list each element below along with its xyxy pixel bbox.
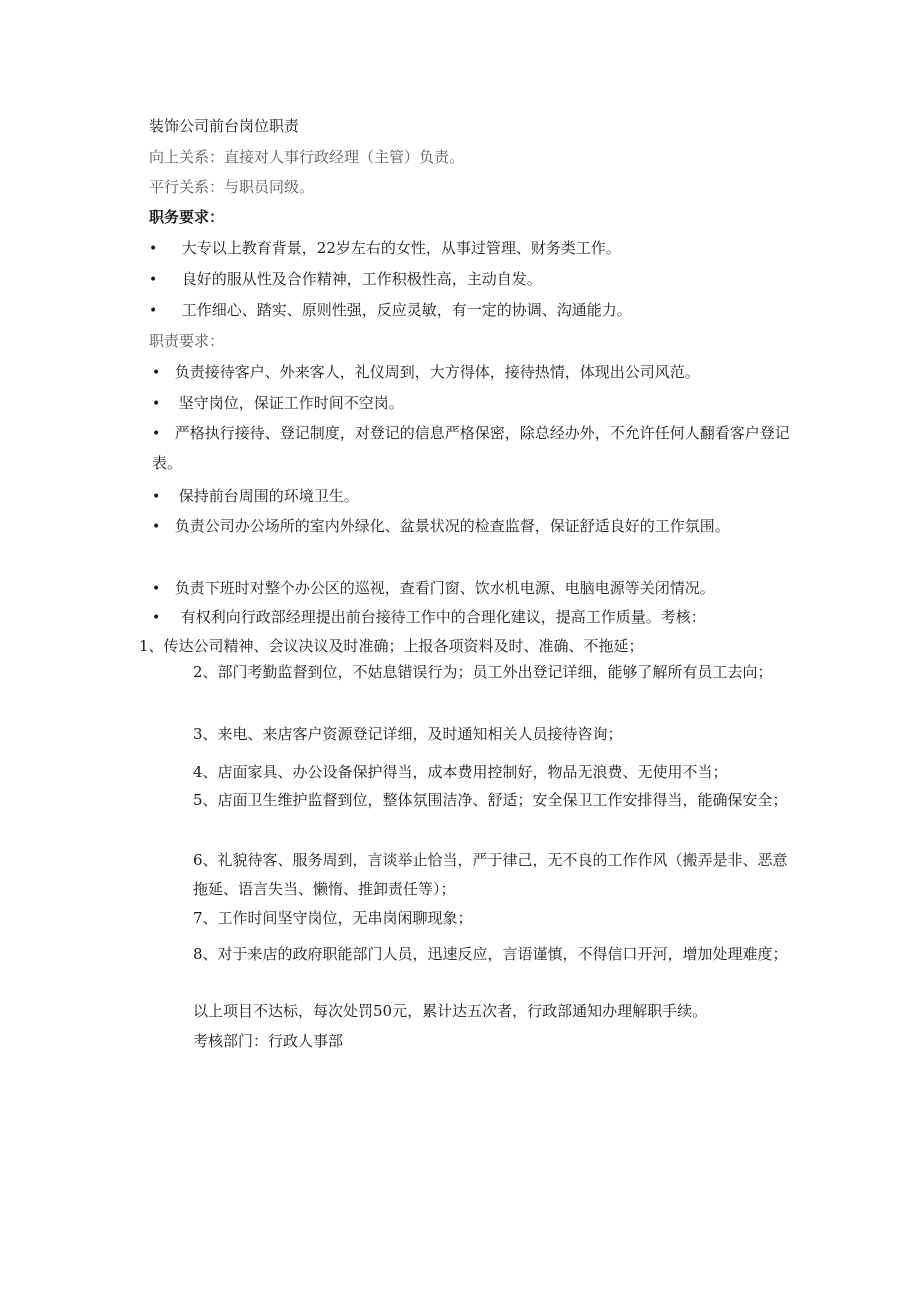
list-item bbox=[152, 607, 706, 628]
list-item bbox=[149, 300, 632, 321]
list-item-text: 严格执行接待、登记制度，对登记的信息严格保密，除总经办外，不允许任何人翻看客户登记表。 bbox=[152, 424, 790, 472]
assessment-item: 1、传达公司精神、会议决议及时准确；上报各项资料及时、准确、不拖延； bbox=[139, 637, 644, 655]
list-item-text: 负责公司办公场所的室内外绿化、盆景状况的检查监督，保证舒适良好的工作氛围。 bbox=[174, 517, 730, 535]
bullet-icon: • bbox=[149, 303, 158, 319]
list-item-text: 负责下班时对整个办公区的巡视，查看门窗、饮水机电源、电脑电源等关闭情况。 bbox=[174, 579, 715, 597]
bullet-icon: • bbox=[152, 610, 161, 626]
bullet-icon: • bbox=[152, 489, 161, 505]
bullet-icon: • bbox=[152, 365, 161, 381]
list-item-text: 保持前台周围的环境卫生。 bbox=[178, 487, 359, 505]
penalty-note: 以上项目不达标，每次处罚50元，累计达五次者，行政部通知办理解职手续。 bbox=[193, 1002, 708, 1020]
parallel-relation: 平行关系：与职员同级。 bbox=[149, 178, 315, 196]
list-item bbox=[149, 269, 542, 290]
assessment-item bbox=[193, 846, 793, 904]
list-item-text: 坚守岗位，保证工作时间不空岗。 bbox=[178, 394, 404, 412]
duty-requirements-heading: 职责要求： bbox=[149, 332, 225, 350]
assessment-item: 4、店面家具、办公设备保护得当，成本费用控制好，物品无浪费、无使用不当； bbox=[193, 763, 728, 781]
assessment-item-text: 6、礼貌待客、服务周到，言谈举止恰当，严于律己，无不良的工作作风（搬弄是非、恶意拖延、语言失当、懒惰、推卸责任等）； bbox=[193, 851, 788, 898]
bullet-icon: • bbox=[152, 581, 161, 597]
assessment-item-text: 5、店面卫生维护监督到位，整体氛围洁净、舒适；安全保卫工作安排得当，能确保安全； bbox=[193, 791, 788, 809]
list-item-text: 工作细心、踏实、原则性强，反应灵敏，有一定的协调、沟通能力。 bbox=[181, 301, 632, 319]
list-item bbox=[152, 362, 700, 383]
assessment-item bbox=[193, 658, 793, 687]
list-item bbox=[152, 486, 359, 507]
assessment-item: 3、来电、来店客户资源登记详细，及时通知相关人员接待咨询； bbox=[193, 725, 623, 743]
document-title: 装饰公司前台岗位职责 bbox=[149, 117, 300, 135]
bullet-icon: • bbox=[152, 396, 161, 412]
assessing-department: 考核部门：行政人事部 bbox=[193, 1032, 344, 1050]
list-item-text: 大专以上教育背景，22岁左右的女性，从事过管理、财务类工作。 bbox=[181, 239, 621, 257]
list-item bbox=[152, 512, 792, 542]
position-requirements-heading: 职务要求： bbox=[149, 208, 225, 226]
list-item-text: 良好的服从性及合作精神，工作积极性高，主动自发。 bbox=[181, 270, 542, 288]
bullet-icon: • bbox=[149, 241, 158, 257]
list-item bbox=[152, 393, 404, 414]
list-item-text: 有权利向行政部经理提出前台接待工作中的合理化建议，提高工作质量。考核： bbox=[180, 608, 706, 626]
bullet-icon: • bbox=[152, 519, 161, 535]
assessment-item bbox=[193, 786, 793, 815]
list-item-text: 负责接待客户、外来客人，礼仪周到，大方得体，接待热情，体现出公司风范。 bbox=[174, 363, 700, 381]
list-item bbox=[152, 419, 802, 478]
bullet-icon: • bbox=[149, 272, 158, 288]
list-item bbox=[149, 238, 621, 259]
assessment-item: 7、工作时间坚守岗位，无串岗闲聊现象； bbox=[193, 909, 473, 927]
assessment-item-text: 2、部门考勤监督到位，不姑息错误行为；员工外出登记详细，能够了解所有员工去向； bbox=[193, 663, 773, 681]
assessment-item-text: 8、对于来店的政府职能部门人员，迅速反应，言语谨慎，不得信口开河，增加处理难度； bbox=[193, 945, 788, 963]
list-item bbox=[152, 578, 715, 599]
upward-relation: 向上关系：直接对人事行政经理（主管）负责。 bbox=[149, 148, 465, 166]
bullet-icon: • bbox=[152, 426, 161, 442]
assessment-item bbox=[193, 940, 793, 969]
